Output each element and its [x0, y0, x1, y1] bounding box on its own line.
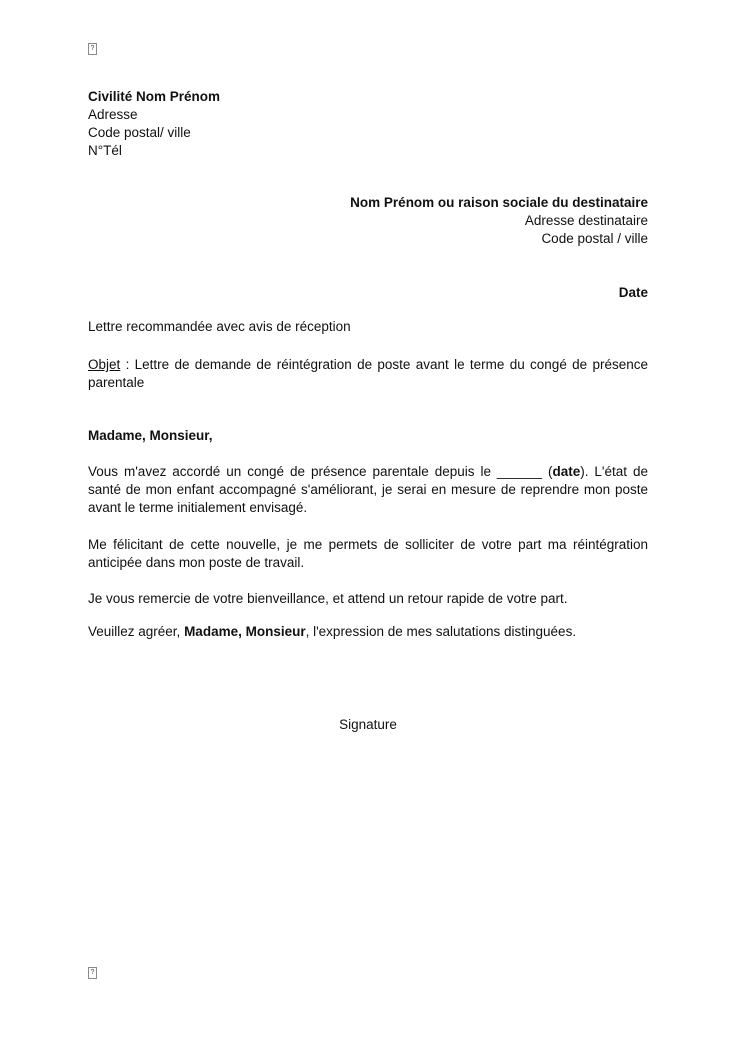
salutation-block — [88, 427, 648, 445]
salutation: Madame, Monsieur, — [88, 428, 213, 443]
p4-bold-address: Madame, Monsieur — [184, 624, 306, 639]
signature-label: Signature — [339, 717, 397, 732]
delivery-note-text: Lettre recommandée avec avis de réception — [88, 319, 351, 334]
p1-after: ). L'état de santé de mon enfant accompagné s'améliorant, je serai en mesure de reprendre mon poste avant le terme initialement envisagé. — [88, 464, 649, 515]
sender-name: Civilité Nom Prénom — [88, 89, 221, 104]
date-block — [88, 284, 648, 302]
p1-blank-line: ______ — [496, 464, 542, 479]
recipient-block — [88, 194, 648, 248]
subject-line — [88, 356, 648, 392]
p4-before: Veuillez agréer, — [88, 624, 185, 639]
p4-after: , l'expression de mes salutations distinguées. — [305, 624, 577, 639]
subject-block — [88, 356, 648, 392]
subject-text: : Lettre de demande de réintégration de poste avant le terme du congé de présence parentale — [88, 357, 648, 390]
recipient-name: Nom Prénom ou raison sociale du destinataire — [350, 195, 648, 210]
paragraph-1 — [88, 463, 648, 517]
sender-block — [88, 88, 648, 160]
missing-glyph-icon: ? — [88, 43, 97, 55]
sender-city: Code postal/ ville — [88, 125, 191, 140]
paragraph-3 — [88, 590, 648, 608]
sender-phone: N°Tél — [88, 143, 122, 158]
subject-label: Objet — [88, 357, 121, 372]
sender-address: Adresse — [88, 107, 138, 122]
paragraph-3-text: Je vous remercie de votre bienveillance, et attend un retour rapide de votre part. — [88, 591, 568, 606]
paragraph-4 — [88, 623, 648, 641]
p1-open-paren: ( — [541, 464, 553, 479]
p1-date-word: date — [552, 464, 581, 479]
paragraph-2 — [88, 536, 648, 572]
delivery-note — [88, 318, 648, 336]
signature-block — [88, 716, 648, 734]
recipient-city: Code postal / ville — [541, 231, 648, 246]
p1-before-blank: Vous m'avez accordé un congé de présence parentale depuis le — [88, 464, 497, 479]
paragraph-2-text: Me félicitant de cette nouvelle, je me permets de solliciter de votre part ma réintégration anticipée dans mon poste de travail. — [88, 537, 648, 570]
paragraph-1-text — [88, 463, 648, 517]
paragraph-4-text — [88, 623, 648, 641]
missing-glyph-icon: ? — [88, 967, 97, 979]
recipient-address: Adresse destinataire — [524, 213, 648, 228]
date-label: Date — [618, 285, 648, 300]
